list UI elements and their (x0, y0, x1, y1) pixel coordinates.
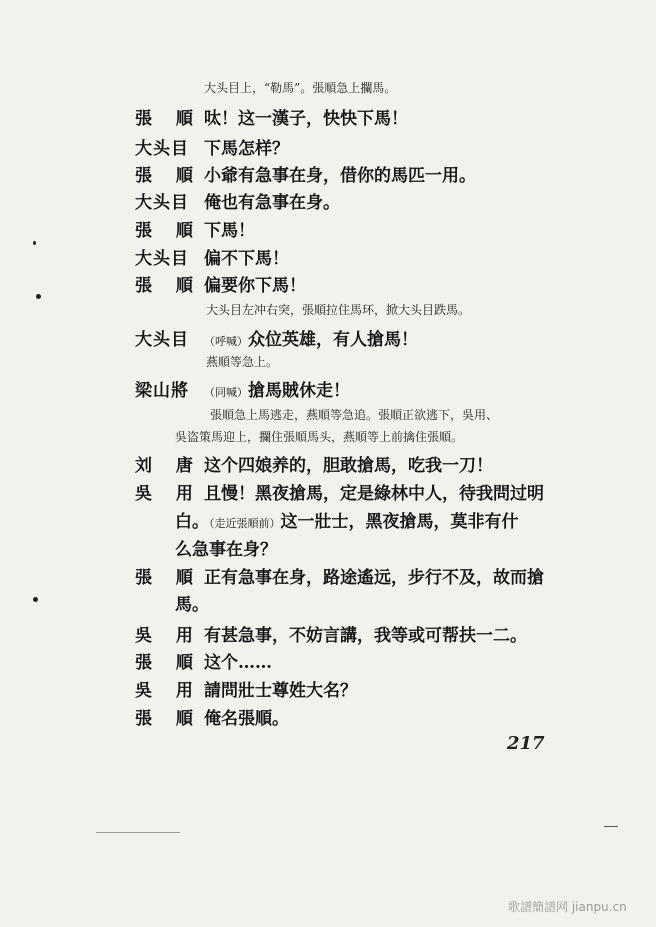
line-text: 这个…… (204, 653, 272, 673)
line-text: 俺名張順。 (204, 709, 289, 729)
line-text: 且慢！黑夜搶馬，定是綠林中人，待我問过明 (204, 484, 544, 504)
line-text: 偏不下馬！ (204, 249, 289, 269)
speaker: 張 順 (135, 109, 202, 129)
line-text: 偏要你下馬！ (204, 276, 306, 296)
line-text: 么急事在身？ (175, 540, 277, 560)
line-text-part-b: 这一壯士，黑夜搶馬，莫非有什 (280, 512, 519, 532)
action-note: （呼喊） (204, 335, 248, 348)
speaker: 張 順 (135, 166, 202, 186)
scan-speck (33, 597, 38, 602)
speaker: 張 順 (135, 276, 202, 296)
speaker: 梁山將 (135, 381, 189, 401)
speaker: 大头目 (135, 249, 189, 269)
stage-direction: 張順急上馬逃走，燕順等急追。張順正欲逃下，吳用、 (210, 408, 499, 422)
page-number: 217 (507, 733, 545, 754)
scan-speck (33, 241, 36, 245)
speaker: 吳 用 (135, 484, 202, 504)
line-text: 这个四娘养的，胆敢搶馬，吃我一刀！ (204, 456, 493, 476)
line-text (204, 376, 350, 401)
speaker: 張 順 (135, 221, 202, 241)
line-text-main: 搶馬賊休走！ (248, 381, 350, 401)
stage-direction: 大头目左冲右突，張順拉住馬环，掀大头目跌馬。 (206, 303, 471, 317)
line-text: 馬。 (175, 595, 209, 615)
line-text (204, 325, 418, 350)
speaker: 吳 用 (135, 626, 202, 646)
scan-mark (604, 826, 618, 827)
speaker: 吳 用 (135, 681, 202, 701)
stage-direction: 大头目上，“勒馬”。張順急上攔馬。 (204, 81, 397, 95)
line-text: 小爺有急事在身，借你的馬匹一用。 (204, 166, 476, 186)
line-text-part-a: 白。 (175, 512, 209, 532)
speaker: 張 順 (135, 653, 202, 673)
speaker: 大头目 (135, 139, 189, 159)
stage-direction: 吳盗策馬迎上，攔住張順馬头，燕順等上前擒住張順。 (175, 430, 464, 444)
stage-direction: 燕順等急上。 (206, 355, 279, 369)
line-text: 請問壯士尊姓大名？ (204, 681, 357, 701)
line-text-main: 众位英雄，有人搶馬！ (248, 330, 418, 350)
watermark: 歌譜簡譜网 jianpu.cn (508, 900, 627, 914)
speaker: 張 順 (135, 709, 202, 729)
line-text: 俺也有急事在身。 (204, 193, 340, 213)
action-note: （走近張順前） (209, 517, 281, 530)
line-text: 呔！这一漢子，快快下馬！ (204, 109, 408, 129)
scan-mark (96, 832, 180, 833)
line-text (175, 507, 519, 532)
speaker: 刘 唐 (135, 456, 202, 476)
speaker: 張 順 (135, 568, 202, 588)
speaker: 大头目 (135, 193, 189, 213)
speaker: 大头目 (135, 330, 189, 350)
line-text: 下馬！ (204, 221, 255, 241)
line-text: 有甚急事，不妨言講，我等或可帮扶一二。 (204, 626, 527, 646)
scan-speck (36, 294, 41, 299)
line-text: 正有急事在身，路途遙远，步行不及，故而搶 (204, 568, 544, 588)
action-note: （同喊） (204, 386, 248, 399)
line-text: 下馬怎样？ (204, 139, 289, 159)
